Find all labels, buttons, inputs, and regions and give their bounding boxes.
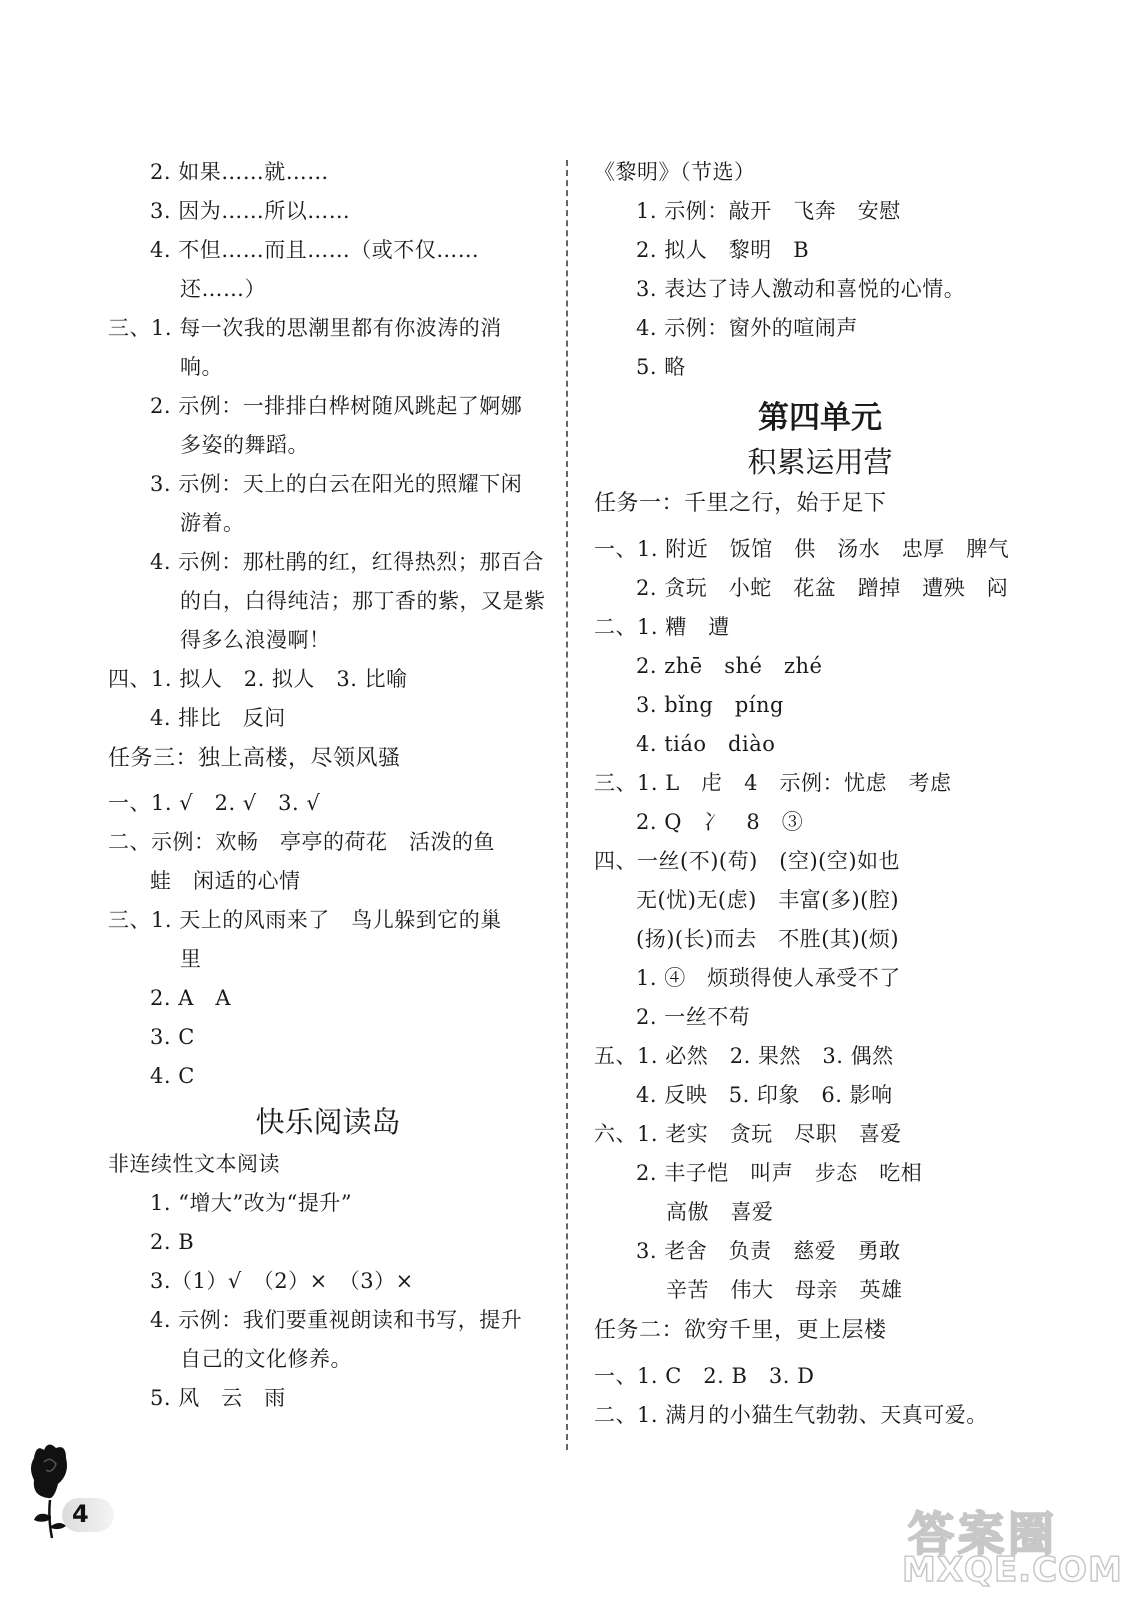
column-divider [566, 160, 568, 1450]
answer-line: 4. 反映 5. 印象 6. 影响 [636, 1083, 893, 1107]
answer-line: 无(忧)无(虑) 丰富(多)(腔) [636, 888, 900, 912]
answer-line: 3. bǐng píng [636, 693, 784, 717]
answer-line: 自己的文化修养。 [180, 1347, 352, 1371]
answer-line: 三、1. 每一次我的思潮里都有你波涛的消 [108, 316, 502, 340]
answer-line: 四、1. 拟人 2. 拟人 3. 比喻 [108, 667, 408, 691]
answer-line: 4. 示例：那杜鹃的红，红得热烈；那百合 [150, 550, 544, 574]
answer-line: 响。 [180, 355, 223, 379]
answer-line: 六、1. 老实 贪玩 尽职 喜爱 [594, 1122, 902, 1146]
answer-line: 2. 拟人 黎明 B [636, 238, 810, 262]
answer-line: 二、1. 满月的小猫生气勃勃、天真可爱。 [594, 1403, 988, 1427]
answer-line: (扬)(长)而去 不胜(其)(烦) [636, 927, 900, 951]
answer-line: 3. C [150, 1025, 195, 1049]
answer-line: 4. 示例：我们要重视朗读和书写，提升 [150, 1308, 523, 1332]
answer-line: 2. 如果……就…… [150, 160, 329, 184]
rose-icon [26, 1440, 74, 1544]
answer-line: 4. 示例：窗外的喧闹声 [636, 316, 858, 340]
unit-title: 第四单元 [758, 400, 882, 436]
answer-line: 非连续性文本阅读 [108, 1152, 280, 1176]
answer-line: 2. Q 冫 8 ③ [636, 810, 804, 834]
camp-title: 积累运用营 [747, 445, 893, 479]
answer-line: 四、一丝(不)(苟) (空)(空)如也 [594, 849, 901, 873]
answer-line: 2. 示例：一排排白桦树随风跳起了婀娜 [150, 394, 523, 418]
answer-line: 《黎明》（节选） [594, 160, 756, 184]
answer-line: 得多么浪漫啊！ [180, 628, 331, 652]
answer-line: 2. A A [150, 986, 232, 1010]
answer-line: 5. 略 [636, 355, 686, 379]
page-number: 4 [72, 1500, 89, 1528]
answer-line: 游着。 [180, 511, 245, 535]
answer-line: 2. zhē shé zhé [636, 654, 823, 678]
task-heading: 任务一：千里之行，始于足下 [594, 491, 887, 516]
answer-line: 5. 风 云 雨 [150, 1386, 286, 1410]
answer-line: 2. 一丝不苟 [636, 1005, 751, 1029]
section-title: 快乐阅读岛 [255, 1105, 401, 1139]
answer-line: 多姿的舞蹈。 [180, 433, 309, 457]
answer-line: 的白，白得纯洁；那丁香的紫，又是紫 [180, 589, 546, 613]
answer-line: 里 [180, 947, 202, 971]
answer-line: 还……） [180, 277, 266, 301]
answer-line: 3. 示例：天上的白云在阳光的照耀下闲 [150, 472, 523, 496]
answer-line: 3.（1）√ （2）× （3）× [150, 1269, 414, 1293]
answer-line: 一、1. √ 2. √ 3. √ [108, 791, 321, 815]
answer-line: 1. 示例：敲开 飞奔 安慰 [636, 199, 901, 223]
watermark [880, 1498, 1123, 1598]
watermark-url: MXQE.COM [902, 1550, 1123, 1590]
page-number-badge [62, 1498, 114, 1532]
answer-line: 2. 贪玩 小蛇 花盆 蹭掉 遭殃 闷 [636, 576, 1009, 600]
watermark-title: 答案圈 [908, 1507, 1058, 1561]
answer-line: 1. “增大”改为“提升” [150, 1191, 353, 1215]
answer-line: 三、1. 天上的风雨来了 鸟儿躲到它的巢 [108, 908, 502, 932]
answer-line: 4. 不但……而且……（或不仅…… [150, 238, 480, 262]
task-heading: 任务二：欲穷千里，更上层楼 [594, 1318, 887, 1343]
answer-line: 3. 老舍 负责 慈爱 勇敢 [636, 1239, 901, 1263]
answer-line: 二、1. 糟 遭 [594, 615, 730, 639]
answer-line: 2. B [150, 1230, 195, 1254]
task-heading: 任务三：独上高楼，尽领风骚 [108, 746, 401, 771]
answer-line: 2. 丰子恺 叫声 步态 吃相 [636, 1161, 923, 1185]
answer-line: 蛙 闲适的心情 [150, 869, 301, 893]
answer-line: 1. ④ 烦琐得使人承受不了 [636, 966, 901, 990]
answer-line: 辛苦 伟大 母亲 英雄 [666, 1278, 903, 1302]
answer-line: 高傲 喜爱 [666, 1200, 774, 1224]
answer-line: 一、1. C 2. B 3. D [594, 1364, 815, 1388]
answer-line: 4. C [150, 1064, 195, 1088]
answer-line: 4. tiáo diào [636, 732, 776, 756]
answer-line: 一、1. 附近 饭馆 供 汤水 忠厚 脾气 [594, 537, 1010, 561]
answer-line: 二、示例：欢畅 亭亭的荷花 活泼的鱼 [108, 830, 495, 854]
answer-line: 三、1. L 虍 4 示例：忧虑 考虑 [594, 771, 952, 795]
answer-line: 3. 表达了诗人激动和喜悦的心情。 [636, 277, 966, 301]
answer-line: 五、1. 必然 2. 果然 3. 偶然 [594, 1044, 894, 1068]
answer-line: 3. 因为……所以…… [150, 199, 351, 223]
answer-line: 4. 排比 反问 [150, 706, 286, 730]
